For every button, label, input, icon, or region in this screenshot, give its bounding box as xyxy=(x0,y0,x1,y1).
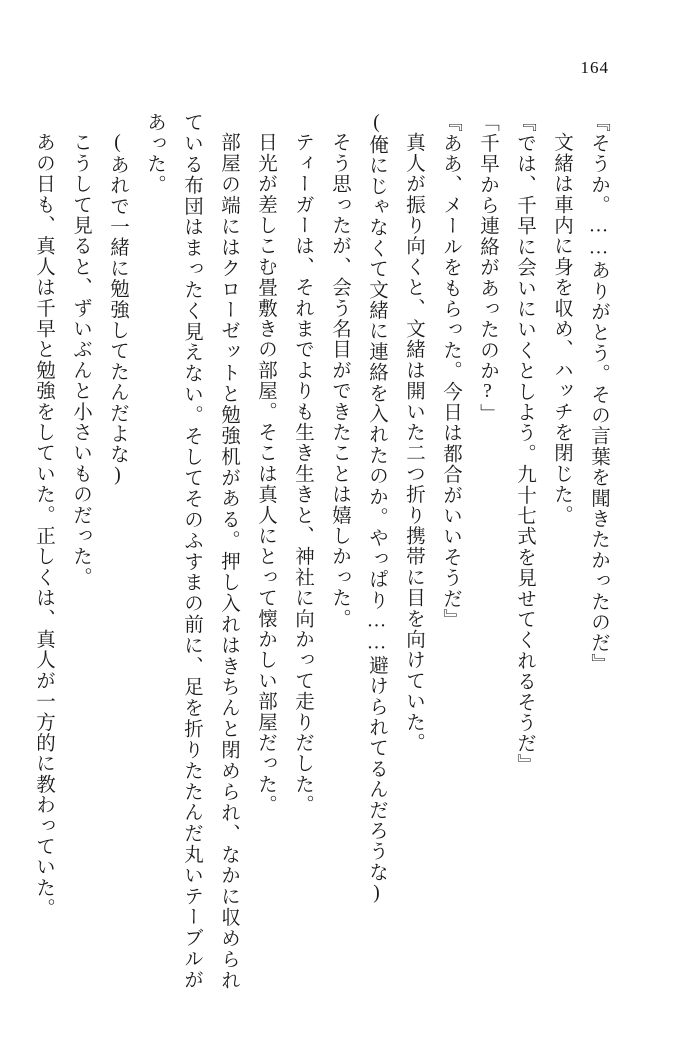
paragraph: こうして見ると、ずいぶんと小さいものだった。 xyxy=(70,131,91,587)
paragraph: そう思ったが、会う名目ができたことは嬉しかった。 xyxy=(329,131,350,629)
paragraph: あの日も、真人は千早と勉強をしていた。正しくは、真人が一方的に教わっていた。 xyxy=(33,131,54,919)
paragraph: 『そうか。……ありがとう。その言葉を聞きたかったのだ』 xyxy=(588,112,609,674)
paragraph: 部屋の端にはクローゼットと勉強机がある。押し入れはきちんと閉められ、なかに収められている布団はまったく見えない。そしてそのふすまの前に、足を折りたたんだ丸いテーブルがあった。 xyxy=(144,112,239,990)
paragraph: 真人が振り向くと、文緒は開いた二つ折り携帯に目を向けていた。 xyxy=(403,131,424,753)
paragraph: ティーガーは、それまでよりも生き生きと、神社に向かって走りだした。 xyxy=(292,131,313,815)
page-number: 164 xyxy=(580,58,609,77)
paragraph: 「千早から連絡があったのか?」 xyxy=(477,112,498,424)
paragraph: (あれで一緒に勉強してたんだよな) xyxy=(107,131,128,487)
paragraph: 『ああ、メールをもらった。今日は都合がいいそうだ』 xyxy=(440,112,461,630)
paragraph: 日光が差しこむ畳敷きの部屋。そこは真人にとって懐かしい部屋だった。 xyxy=(255,131,276,815)
paragraph: (俺にじゃなくて文緒に連絡を入れたのか。やっぱり……避けられてるんだろうな) xyxy=(366,112,387,905)
paragraph: 文緒は車内に身を収め、ハッチを閉じた。 xyxy=(551,131,572,525)
paragraph: 『では、千早に会いにいくとしよう。九十七式を見せてくれるそうだ』 xyxy=(514,112,535,775)
body-text xyxy=(33,112,617,990)
